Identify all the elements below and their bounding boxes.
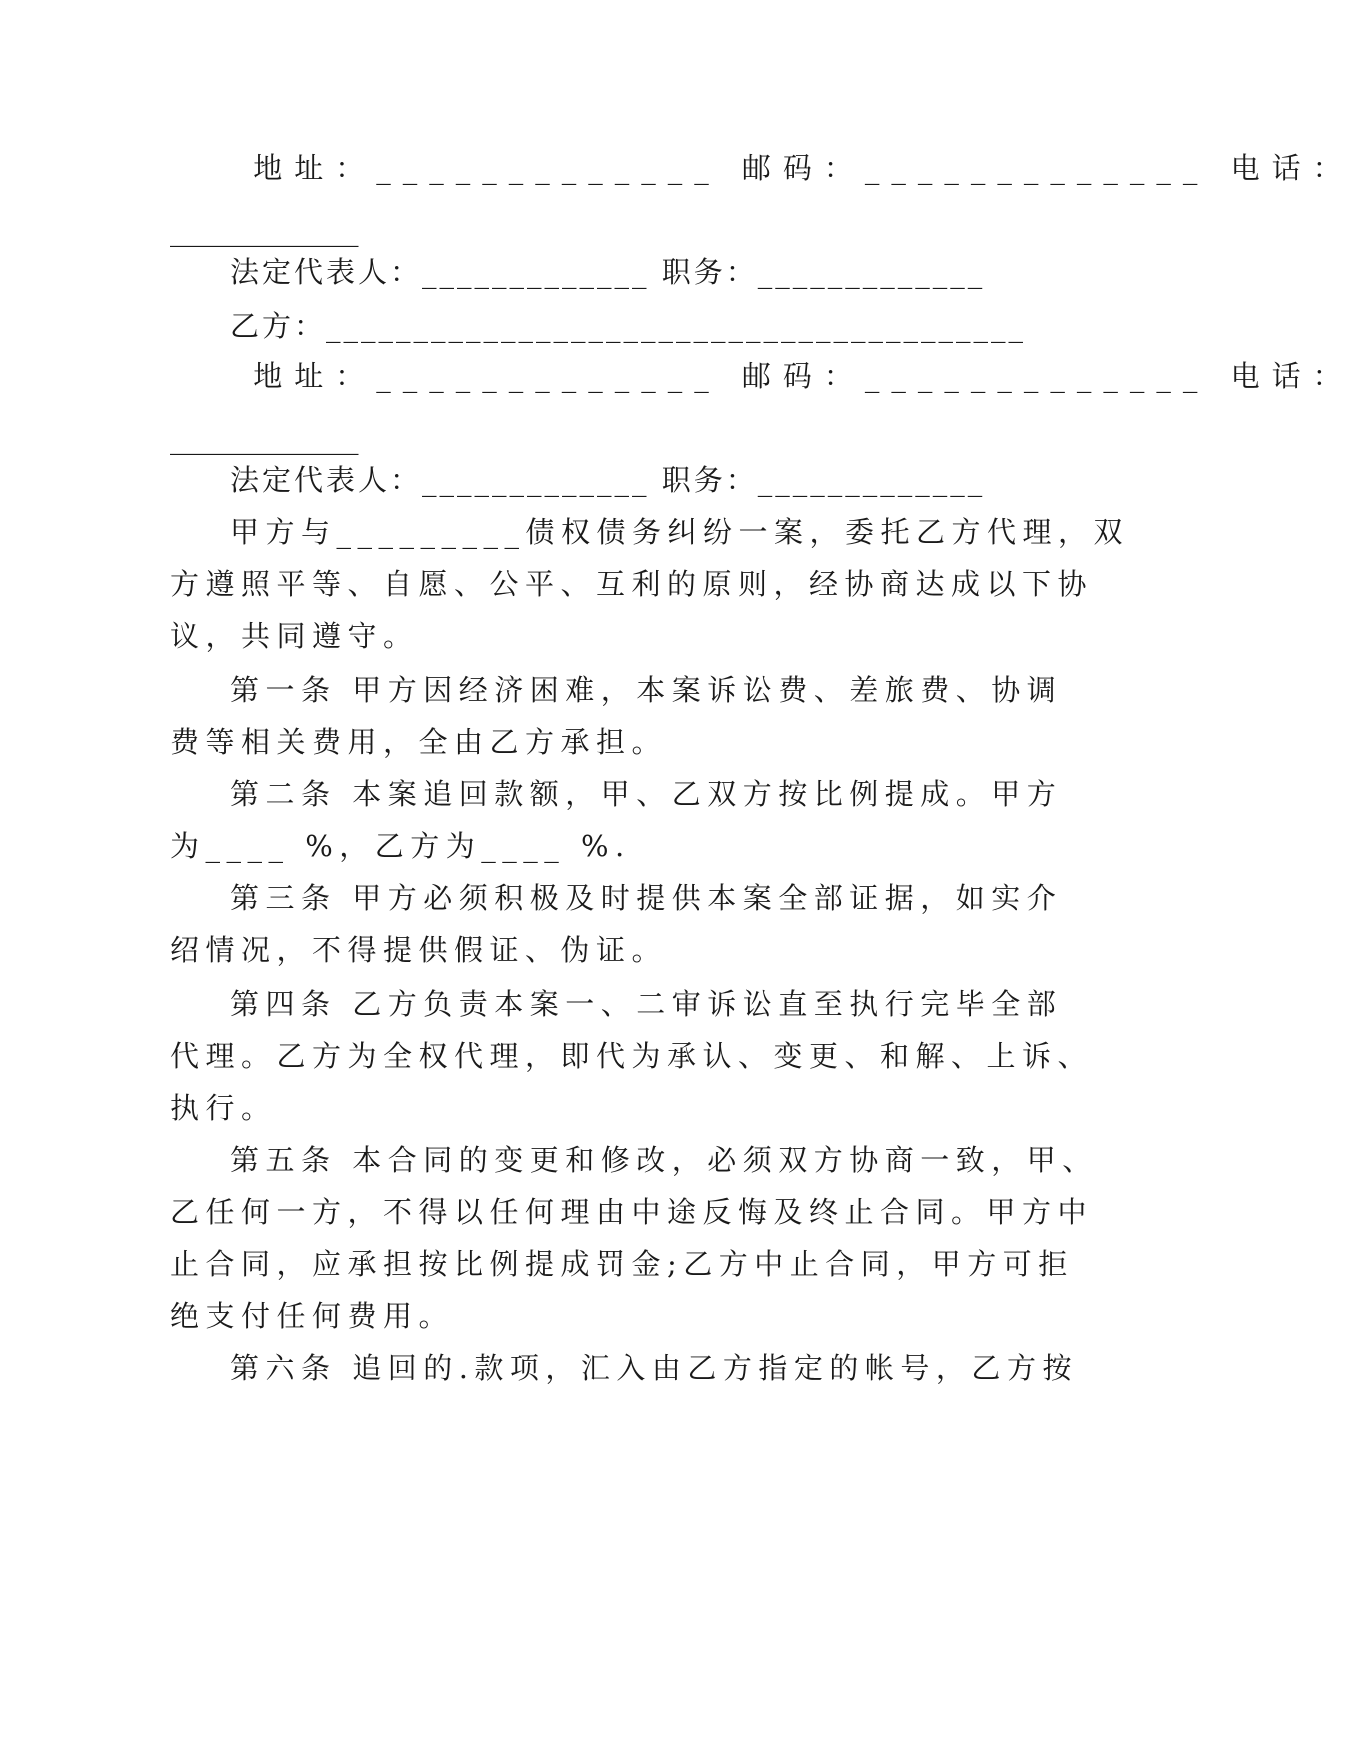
article-5-line-1: 第五条 本合同的变更和修改，必须双方协商一致，甲、 xyxy=(230,1143,1098,1177)
intro-line-1: 甲方与_________债权债务纠纷一案，委托乙方代理，双 xyxy=(230,515,1130,549)
party-a-phone-blank: _____________ xyxy=(170,213,359,247)
party-b-line: 乙方：________________________________________ xyxy=(230,309,1027,343)
intro-line-3: 议，共同遵守。 xyxy=(170,619,419,653)
intro-line-2: 方遵照平等、自愿、公平、互利的原则，经协商达成以下协 xyxy=(170,567,1094,601)
article-4-line-1: 第四条 乙方负责本案一、二审诉讼直至执行完毕全部 xyxy=(230,987,1063,1021)
party-b-phone-blank: _____________ xyxy=(170,421,359,455)
article-4-line-3: 执行。 xyxy=(170,1091,277,1125)
party-a-address-line: 地址：_____________ 邮码：_____________ 电话： xyxy=(232,151,1354,185)
article-1-line-2: 费等相关费用，全由乙方承担。 xyxy=(170,725,668,759)
party-b-representative-line: 法定代表人：_____________ 职务：_____________ xyxy=(230,463,986,497)
article-3-line-1: 第三条 甲方必须积极及时提供本案全部证据，如实介 xyxy=(230,881,1063,915)
party-a-representative-line: 法定代表人：_____________ 职务：_____________ xyxy=(230,255,986,289)
article-5-line-4: 绝支付任何费用。 xyxy=(170,1299,455,1333)
article-6-line-1: 第六条 追回的.款项，汇入由乙方指定的帐号，乙方按 xyxy=(230,1351,1078,1385)
party-b-address-line: 地址：_____________ 邮码：_____________ 电话： xyxy=(232,359,1354,393)
article-1-line-1: 第一条 甲方因经济困难，本案诉讼费、差旅费、协调 xyxy=(230,673,1063,707)
article-3-line-2: 绍情况，不得提供假证、伪证。 xyxy=(170,933,668,967)
article-2-line-1: 第二条 本案追回款额，甲、乙双方按比例提成。甲方 xyxy=(230,777,1063,811)
article-2-line-2: 为____ %，乙方为____ %. xyxy=(170,829,631,863)
article-5-line-2: 乙任何一方，不得以任何理由中途反悔及终止合同。甲方中 xyxy=(170,1195,1094,1229)
article-5-line-3: 止合同，应承担按比例提成罚金;乙方中止合同，甲方可拒 xyxy=(170,1247,1074,1281)
article-4-line-2: 代理。乙方为全权代理，即代为承认、变更、和解、上诉、 xyxy=(170,1039,1094,1073)
